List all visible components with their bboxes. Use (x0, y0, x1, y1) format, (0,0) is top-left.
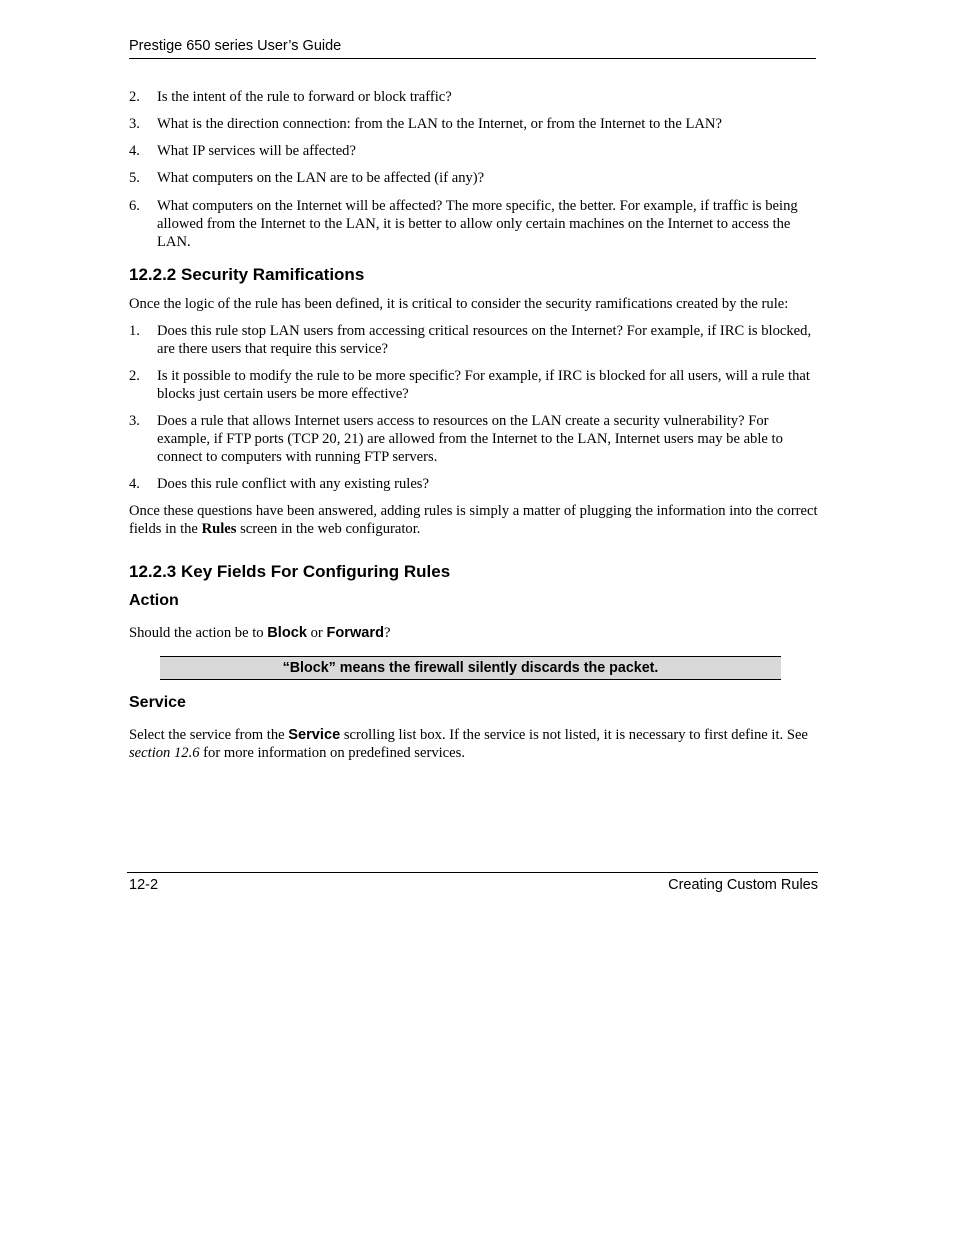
list-item-number: 4. (129, 143, 140, 159)
list-item (129, 475, 819, 493)
security-question-list (129, 322, 819, 493)
subheading-service: Service (129, 694, 186, 711)
section-heading-security: 12.2.2 Security Ramifications (129, 265, 365, 284)
action-text-start: Should the action be to (129, 625, 268, 641)
service-paragraph (129, 726, 819, 762)
list-item (129, 322, 819, 358)
section-heading-key-fields: 12.2.3 Key Fields For Configuring Rules (129, 562, 451, 581)
action-paragraph (129, 624, 819, 642)
list-item-number: 1. (129, 323, 140, 339)
service-text-mid: scrolling list box. If the service is not listed, it is necessary to first define it. See (340, 727, 808, 743)
list-item-number: 5. (129, 170, 140, 186)
list-item-text: What computers on the LAN are to be affected (if any)? (157, 170, 485, 186)
rules-screen-name: Rules (201, 521, 237, 537)
closing-text-end: screen in the web configurator. (236, 521, 421, 537)
list-item-number: 3. (129, 413, 140, 429)
list-item (129, 115, 819, 133)
list-item-text: What IP services will be affected? (157, 143, 356, 159)
service-text-start: Select the service from the (129, 727, 289, 743)
list-item-text: Does this rule stop LAN users from accessing critical resources on the Internet? For example, if IRC is blocked, are there users that require this service? (157, 323, 812, 357)
closing-text-start: Once these questions have been answered, adding rules is simply a matter of plugging the information into the correct fields in the (129, 503, 818, 537)
service-text-end: for more information on predefined services. (199, 745, 465, 761)
block-keyword: Block (267, 625, 307, 641)
page-number: 12-2 (129, 877, 159, 893)
running-footer (127, 872, 818, 894)
service-keyword: Service (288, 727, 341, 743)
list-item-number: 2. (129, 89, 140, 105)
list-item-text: Does this rule conflict with any existing rules? (157, 476, 429, 492)
section-reference-link[interactable]: section 12.6 (129, 745, 200, 761)
list-item (129, 197, 819, 251)
header-title: Prestige 650 series User’s Guide (129, 38, 342, 54)
subheading-action: Action (129, 592, 179, 609)
intro-question-list (129, 88, 819, 251)
action-text-end: ? (384, 625, 391, 641)
chapter-title: Creating Custom Rules (668, 877, 818, 893)
list-item-text: Does a rule that allows Internet users access to resources on the LAN create a security vulnerability? For example, if FTP ports (TCP 20, 21) are allowed from the Internet to the LAN, Internet users may be able to connect to computers with running FTP servers. (157, 413, 783, 465)
page-body (129, 88, 819, 762)
list-item (129, 88, 819, 106)
list-item-text: What is the direction connection: from the LAN to the Internet, or from the Internet to the LAN? (157, 116, 722, 132)
security-closing-paragraph (129, 502, 819, 538)
list-item (129, 169, 819, 187)
list-item-number: 2. (129, 368, 140, 384)
note-box (160, 656, 781, 680)
list-item-number: 6. (129, 198, 140, 214)
running-header (129, 37, 816, 59)
list-item-number: 3. (129, 116, 140, 132)
list-item (129, 412, 819, 466)
list-item-text: What computers on the Internet will be affected? The more specific, the better. For example, if traffic is being allowed from the Internet to the LAN, it is better to allow only certain machines on the Internet to access the LAN. (157, 198, 798, 250)
list-item-number: 4. (129, 476, 140, 492)
list-item-text: Is it possible to modify the rule to be more specific? For example, if IRC is blocked for all users, will a rule that blocks just certain users be more effective? (157, 368, 810, 402)
security-intro-paragraph: Once the logic of the rule has been defined, it is critical to consider the security ramifications created by the rule: (129, 296, 789, 312)
action-text-mid: or (306, 625, 327, 641)
list-item (129, 367, 819, 403)
forward-keyword: Forward (326, 625, 385, 641)
note-text: “Block” means the firewall silently discards the packet. (282, 660, 659, 676)
list-item (129, 142, 819, 160)
list-item-text: Is the intent of the rule to forward or block traffic? (157, 89, 452, 105)
